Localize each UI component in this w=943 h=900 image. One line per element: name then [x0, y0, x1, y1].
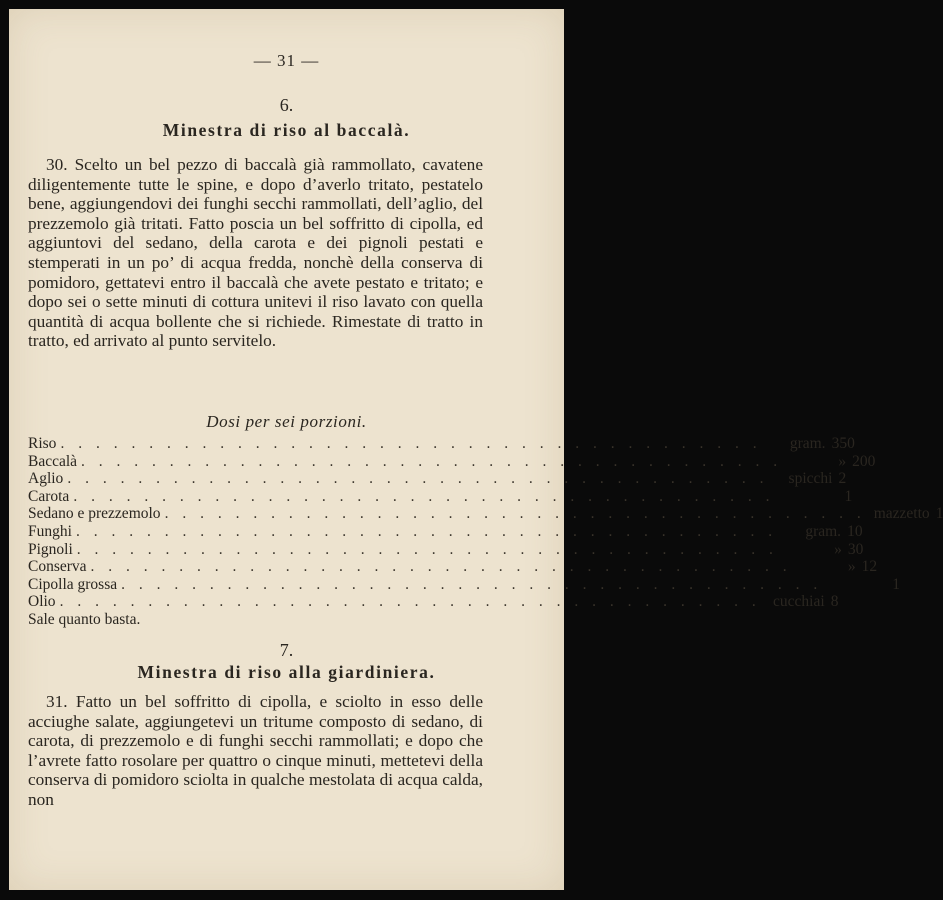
recipe-paragraph: 30. Scelto un bel pezzo di baccalà già rammollato, cavatene diligentemente tutte le spine, e dopo d’averlo tritato, pestatelo bene, aggiungendovi dei funghi secchi rammollati, dell’aglio, del prezzemolo già tritati. Fatto poscia un bel soffritto di cipolla, ed aggiuntovi del sedano, della carota e dei pignoli pestati e stemperati in un po’ di acqua fredda, nonchè della conserva di pomidoro, gettatevi entro il baccalà che avete pestato e tritato; e dopo sei o sette minuti di cottura unitevi il riso lavato con quella quantità di acqua bollente che si richiede. Rimestate di tratto in tratto, ed arrivato al punto servitelo. — [28, 155, 483, 351]
recipe-number: 6. — [279, 95, 294, 115]
leader-dots: . . . . . . . . . . . . . . . . . . . . . . . . . . . . . . . . . . . . . . . . — [90, 558, 792, 576]
ingredient-quantity: 1 — [892, 575, 900, 593]
ingredient-unit: spicchi — [788, 470, 833, 488]
ingredient-row — [28, 575, 900, 594]
ingredient-unit: » — [834, 540, 842, 558]
ingredient-note: Sale quanto basta. — [28, 610, 141, 628]
ingredient-name: Cipolla grossa — [28, 575, 118, 593]
ingredient-name: Olio — [28, 593, 56, 611]
leader-dots: . . . . . . . . . . . . . . . . . . . . . . . . . . . . . . . . . . . . . . . . — [75, 522, 778, 540]
recipe-number: 7. — [279, 640, 294, 660]
page-number: — 31 — — [253, 51, 320, 70]
ingredient-name: Aglio — [28, 470, 64, 488]
leader-dots: . . . . . . . . . . . . . . . . . . . . . . . . . . . . . . . . . . . . . . . . — [60, 435, 762, 452]
ingredient-unit: » — [847, 558, 856, 576]
ingredient-row — [28, 558, 878, 576]
ingredient-name: Riso — [28, 435, 57, 452]
ingredient-row — [28, 487, 853, 506]
ingredient-quantity: 200 — [852, 452, 876, 470]
ingredient-unit: mazzetto — [873, 505, 930, 523]
recipe-title: Minestra di riso al baccalà. — [162, 120, 411, 140]
ingredient-quantity: 8 — [830, 593, 839, 611]
ingredient-unit: cucchiai — [773, 593, 825, 611]
recipe-text — [28, 155, 483, 351]
ingredient-name: Carota — [28, 487, 70, 505]
leader-dots: . . . . . . . . . . . . . . . . . . . . . . . . . . . . . . . . . . . . . . . . — [76, 540, 778, 558]
ingredient-row — [28, 452, 876, 471]
leader-dots: . . . . . . . . . . . . . . . . . . . . . . . . . . . . . . . . . . . . . . . . — [59, 593, 761, 611]
ingredient-row — [28, 540, 864, 559]
ingredient-name: Baccalà — [28, 452, 78, 470]
ingredient-quantity: 12 — [861, 558, 878, 576]
ingredient-quantity: 10 — [847, 522, 863, 540]
ingredient-row — [28, 470, 847, 488]
ingredient-row — [28, 522, 863, 541]
leader-dots: . . . . . . . . . . . . . . . . . . . . . . . . . . . . . . . . . . . . . . . . — [164, 505, 866, 523]
recipe-title: Minestra di riso alla giardiniera. — [137, 662, 436, 682]
ingredient-quantity: 1 — [844, 487, 853, 505]
ingredient-name: Funghi — [28, 522, 72, 540]
ingredient-quantity: 1 — [935, 505, 943, 523]
ingredient-name: Conserva — [28, 558, 87, 576]
ingredient-name: Sedano e prezzemolo — [28, 505, 161, 523]
leader-dots: . . . . . . . . . . . . . . . . . . . . . . . . . . . . . . . . . . . . . . . . — [81, 452, 783, 470]
ingredient-quantity: 350 — [831, 435, 855, 452]
ingredient-unit: gram. — [805, 522, 842, 540]
recipe-paragraph: 31. Fatto un bel soffritto di cipolla, e sciolto in esso delle acciughe salate, aggiungetevi un tritume composto di sedano, di carota, di prezzemolo e di funghi secchi rammollati; e dopo che l’avrete fatto rosolare per quattro o cinque minuti, mettetevi della conserva di pomidoro sciolta in qualche mestolata di acqua calda, non — [28, 692, 483, 809]
leader-dots: . . . . . . . . . . . . . . . . . . . . . . . . . . . . . . . . . . . . . . . . — [121, 575, 823, 593]
ingredient-name: Pignoli — [28, 540, 73, 558]
ingredient-unit: » — [838, 452, 847, 470]
book-page — [9, 9, 943, 890]
ingredient-unit: gram. — [789, 435, 826, 452]
ingredient-quantity: 2 — [838, 470, 847, 488]
ingredient-row — [28, 505, 943, 523]
ingredient-row — [28, 435, 855, 453]
recipe-text — [28, 692, 483, 810]
leader-dots: . . . . . . . . . . . . . . . . . . . . . . . . . . . . . . . . . . . . . . . . — [67, 470, 769, 488]
ingredient-quantity: 30 — [847, 540, 864, 558]
ingredient-list — [28, 435, 943, 629]
doses-heading: Dosi per sei porzioni. — [206, 412, 367, 431]
ingredient-row — [28, 593, 839, 611]
leader-dots: . . . . . . . . . . . . . . . . . . . . . . . . . . . . . . . . . . . . . . . . — [73, 487, 775, 505]
